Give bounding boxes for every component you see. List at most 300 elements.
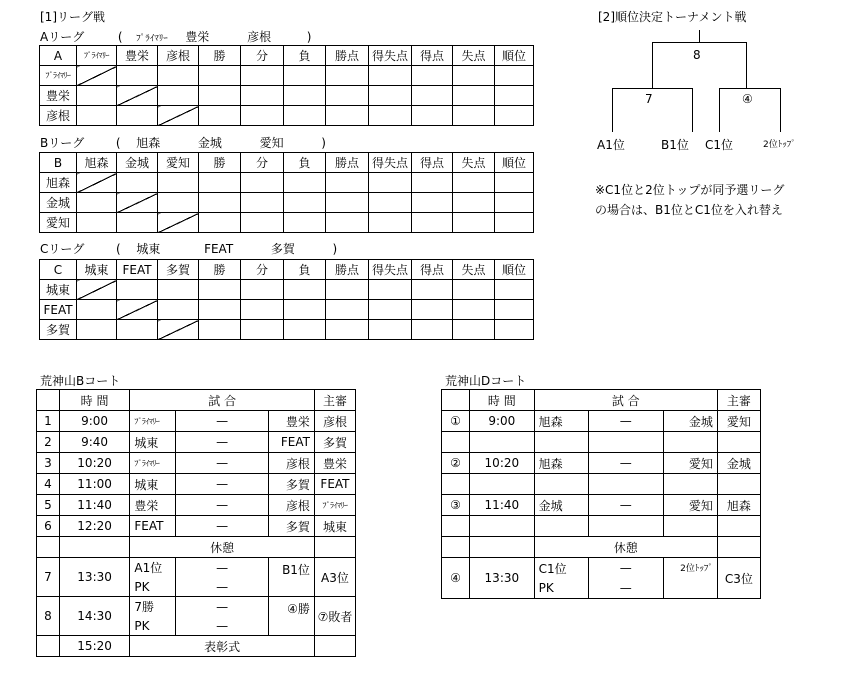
home-team: C1位 <box>538 561 567 576</box>
row-team-label: 豊栄 <box>40 86 77 106</box>
result-cell <box>412 213 453 233</box>
referee: C3位 <box>717 558 760 599</box>
slot-a1: A1位 <box>597 138 625 152</box>
row-team-label: FEAT <box>40 300 77 320</box>
table-row <box>442 432 761 453</box>
result-cell <box>326 213 369 233</box>
away-team: ④勝 <box>269 597 315 636</box>
result-cell <box>412 320 453 340</box>
column-header: 勝 <box>199 46 241 66</box>
column-header: B <box>40 153 77 173</box>
row-team-label: 愛知 <box>40 213 77 233</box>
result-cell <box>77 213 117 233</box>
column-header: 得失点 <box>369 46 412 66</box>
column-header: 失点 <box>453 153 495 173</box>
result-cell <box>158 193 199 213</box>
result-cell <box>117 320 158 340</box>
result-cell <box>495 280 534 300</box>
result-cell <box>199 193 241 213</box>
result-cell <box>241 86 284 106</box>
match-time: 9:40 <box>59 432 130 453</box>
table-row <box>40 280 534 300</box>
table-row <box>442 558 761 599</box>
column-header: C <box>40 260 77 280</box>
table-row <box>40 320 534 340</box>
league-c-member-2: FEAT <box>204 242 234 256</box>
table-header-row <box>40 153 534 173</box>
column-header: 分 <box>241 260 284 280</box>
result-cell <box>284 86 326 106</box>
result-cell <box>369 213 412 233</box>
result-cell <box>412 300 453 320</box>
league-b-label: Bリーグ <box>40 136 85 150</box>
column-header: 得点 <box>412 46 453 66</box>
right-match-number: ④ <box>742 92 753 106</box>
away-team: 2位ﾄｯﾌﾟ <box>663 558 717 599</box>
result-cell <box>495 86 534 106</box>
match-number: ④ <box>442 558 470 599</box>
away-team: 多賀 <box>269 516 315 537</box>
league-table <box>39 152 534 233</box>
league-b-member-3: 愛知 <box>259 136 284 150</box>
court-b-schedule-table <box>36 389 356 657</box>
vs-dash: — <box>175 411 268 432</box>
match-number: 2 <box>37 432 60 453</box>
table-row <box>37 432 356 453</box>
match-number: 5 <box>37 495 60 516</box>
match-number: 3 <box>37 453 60 474</box>
result-cell <box>453 213 495 233</box>
match-number: 1 <box>37 411 60 432</box>
vs-dash: — <box>175 516 268 537</box>
league-b-member-2: 金城 <box>197 136 222 150</box>
row-team-label: 多賀 <box>40 320 77 340</box>
away-team: B1位 <box>269 558 315 597</box>
home-team: ﾌﾟﾗｲﾏﾘｰ <box>130 453 176 474</box>
result-cell <box>495 300 534 320</box>
vs-dash: — <box>175 495 268 516</box>
result-cell <box>495 106 534 126</box>
match-time: 9:00 <box>470 411 535 432</box>
diagonal-cell <box>117 300 158 320</box>
league-table <box>39 45 534 126</box>
league-a-table <box>39 45 534 126</box>
column-header: 勝 <box>199 260 241 280</box>
match-time: 10:20 <box>470 453 535 474</box>
result-cell <box>495 193 534 213</box>
result-cell <box>199 86 241 106</box>
result-cell <box>412 66 453 86</box>
result-cell <box>453 300 495 320</box>
match-time: 13:30 <box>470 558 535 599</box>
result-cell <box>158 300 199 320</box>
slot-2nd-top: 2位ﾄｯﾌﾟ <box>763 140 796 150</box>
result-cell <box>495 213 534 233</box>
slot-c1: C1位 <box>705 138 734 152</box>
result-cell <box>199 213 241 233</box>
result-cell <box>453 106 495 126</box>
tournament-section-title: [2]順位決定トーナメント戦 <box>598 10 747 24</box>
column-header: 得点 <box>412 153 453 173</box>
match-time: 12:20 <box>59 516 130 537</box>
result-cell <box>369 106 412 126</box>
bracket-note <box>595 180 784 220</box>
vs-dash: — <box>588 453 663 474</box>
vs-dash: — <box>619 561 632 575</box>
column-header: 金城 <box>117 153 158 173</box>
note-line-2: の場合は、B1位とC1位を入れ替え <box>595 203 783 217</box>
match-number: 6 <box>37 516 60 537</box>
match-number: ③ <box>442 495 470 516</box>
row-team-label: 金城 <box>40 193 77 213</box>
league-a-label: Aリーグ <box>40 30 85 44</box>
diagonal-cell <box>117 193 158 213</box>
column-header: 失点 <box>453 260 495 280</box>
table-row <box>442 411 761 432</box>
diagonal-cell <box>158 106 199 126</box>
result-cell <box>199 300 241 320</box>
away-team: 金城 <box>663 411 717 432</box>
result-cell <box>284 106 326 126</box>
result-cell <box>369 86 412 106</box>
result-cell <box>117 106 158 126</box>
result-cell <box>284 173 326 193</box>
table-row <box>40 173 534 193</box>
result-cell <box>77 300 117 320</box>
away-team: 多賀 <box>269 474 315 495</box>
home-team: 城東 <box>130 474 176 495</box>
referee: A3位 <box>314 558 355 597</box>
table-row <box>442 495 761 516</box>
referee: 豊栄 <box>314 453 355 474</box>
referee: 愛知 <box>717 411 760 432</box>
column-header: 負 <box>284 260 326 280</box>
slot-b1: B1位 <box>661 138 689 152</box>
diagonal-cell <box>158 320 199 340</box>
table-header-row <box>40 46 534 66</box>
row-team-label: 城東 <box>40 280 77 300</box>
match-number: ② <box>442 453 470 474</box>
result-cell <box>369 320 412 340</box>
league-b-table <box>39 152 534 233</box>
ceremony-label: 表彰式 <box>130 636 315 657</box>
away-team: 愛知 <box>663 495 717 516</box>
result-cell <box>77 320 117 340</box>
header-match: 試 合 <box>130 390 315 411</box>
result-cell <box>369 193 412 213</box>
column-header: 城東 <box>77 260 117 280</box>
ceremony-time: 15:20 <box>59 636 130 657</box>
diagonal-cell <box>158 213 199 233</box>
result-cell <box>453 86 495 106</box>
column-header: 得点 <box>412 260 453 280</box>
column-header: 勝点 <box>326 46 369 66</box>
result-cell <box>284 66 326 86</box>
result-cell <box>412 86 453 106</box>
vs-dash: — <box>175 453 268 474</box>
final-match-number: 8 <box>693 48 701 62</box>
result-cell <box>241 193 284 213</box>
table-row <box>37 453 356 474</box>
league-a-member-1: ﾌﾟﾗｲﾏﾘｰ <box>136 34 168 44</box>
column-header: A <box>40 46 77 66</box>
league-table <box>39 259 534 340</box>
column-header: 負 <box>284 46 326 66</box>
match-time: 11:00 <box>59 474 130 495</box>
league-a-label-line <box>40 28 311 45</box>
column-header: 旭森 <box>77 153 117 173</box>
row-team-label: 旭森 <box>40 173 77 193</box>
league-c-label-line <box>40 240 337 257</box>
referee: 旭森 <box>717 495 760 516</box>
result-cell <box>199 320 241 340</box>
league-section-title: [1]リーグ戦 <box>40 10 105 24</box>
result-cell <box>241 173 284 193</box>
row-team-label: 彦根 <box>40 106 77 126</box>
column-header: ﾌﾟﾗｲﾏﾘｰ <box>77 46 117 66</box>
league-a-member-3: 彦根 <box>247 30 272 44</box>
result-cell <box>326 173 369 193</box>
paren-open: ( <box>117 30 123 44</box>
break-label: 休憩 <box>534 537 717 558</box>
result-cell <box>369 66 412 86</box>
result-cell <box>241 213 284 233</box>
table-row <box>37 558 356 597</box>
header-time: 時 間 <box>470 390 535 411</box>
result-cell <box>495 66 534 86</box>
result-cell <box>326 280 369 300</box>
result-cell <box>326 86 369 106</box>
away-team: 彦根 <box>269 453 315 474</box>
table-row <box>40 193 534 213</box>
column-header: 分 <box>241 153 284 173</box>
column-header: 勝点 <box>326 260 369 280</box>
result-cell <box>412 173 453 193</box>
column-header: 勝 <box>199 153 241 173</box>
header-referee: 主審 <box>314 390 355 411</box>
result-cell <box>284 213 326 233</box>
vs-dash: — <box>216 560 229 575</box>
referee: ﾌﾟﾗｲﾏﾘｰ <box>314 495 355 516</box>
diagonal-cell <box>117 86 158 106</box>
referee: 城東 <box>314 516 355 537</box>
result-cell <box>369 173 412 193</box>
result-cell <box>284 280 326 300</box>
result-cell <box>199 66 241 86</box>
left-match-number: 7 <box>645 92 653 106</box>
result-cell <box>369 300 412 320</box>
table-row <box>40 66 534 86</box>
league-c-member-3: 多賀 <box>270 242 295 256</box>
result-cell <box>453 320 495 340</box>
column-header: 多賀 <box>158 260 199 280</box>
result-cell <box>158 66 199 86</box>
row-team-label: ﾌﾟﾗｲﾏﾘｰ <box>40 66 77 86</box>
result-cell <box>158 86 199 106</box>
result-cell <box>199 173 241 193</box>
result-cell <box>117 213 158 233</box>
table-header-row <box>40 260 534 280</box>
paren-open: ( <box>115 136 121 150</box>
result-cell <box>453 193 495 213</box>
match-number: ① <box>442 411 470 432</box>
column-header: 負 <box>284 153 326 173</box>
match-time: 11:40 <box>59 495 130 516</box>
result-cell <box>77 193 117 213</box>
result-cell <box>117 173 158 193</box>
pk-label: PK <box>134 618 150 633</box>
paren-close: ) <box>306 30 312 44</box>
result-cell <box>369 280 412 300</box>
break-label: 休憩 <box>130 537 315 558</box>
result-cell <box>241 280 284 300</box>
table-row <box>37 636 356 657</box>
column-header: 順位 <box>495 153 534 173</box>
away-team: 愛知 <box>663 453 717 474</box>
column-header: FEAT <box>117 260 158 280</box>
result-cell <box>77 106 117 126</box>
league-c-table <box>39 259 534 340</box>
home-team: A1位 <box>134 561 163 575</box>
league-b-member-1: 旭森 <box>136 136 161 150</box>
result-cell <box>241 66 284 86</box>
away-team: 豊栄 <box>269 411 315 432</box>
table-row <box>37 411 356 432</box>
home-team: 金城 <box>534 495 588 516</box>
diagonal-cell <box>77 280 117 300</box>
result-cell <box>241 320 284 340</box>
table-row <box>40 86 534 106</box>
result-cell <box>495 320 534 340</box>
vs-dash: — <box>216 599 229 614</box>
result-cell <box>453 173 495 193</box>
vs-dash: — <box>175 432 268 453</box>
table-row <box>37 495 356 516</box>
table-row <box>442 474 761 495</box>
result-cell <box>326 320 369 340</box>
paren-open: ( <box>116 242 121 256</box>
column-header: 勝点 <box>326 153 369 173</box>
result-cell <box>453 66 495 86</box>
league-a-member-2: 豊栄 <box>185 30 210 44</box>
vs-dash: — <box>588 411 663 432</box>
away-team: FEAT <box>269 432 315 453</box>
result-cell <box>412 280 453 300</box>
match-number: 8 <box>37 597 60 636</box>
table-row <box>37 516 356 537</box>
result-cell <box>326 66 369 86</box>
result-cell <box>326 300 369 320</box>
home-team: 旭森 <box>534 411 588 432</box>
table-row <box>442 537 761 558</box>
pk-dash: — <box>216 618 229 633</box>
result-cell <box>241 106 284 126</box>
column-header: 得失点 <box>369 153 412 173</box>
referee: 彦根 <box>314 411 355 432</box>
column-header: 彦根 <box>158 46 199 66</box>
diagonal-cell <box>77 173 117 193</box>
match-time: 13:30 <box>59 558 130 597</box>
league-b-label-line <box>40 134 326 151</box>
table-header-row <box>442 390 761 411</box>
court-b-title: 荒神山Bコート <box>40 374 121 388</box>
table-row <box>37 474 356 495</box>
result-cell <box>412 106 453 126</box>
match-time: 11:40 <box>470 495 535 516</box>
column-header: 豊栄 <box>117 46 158 66</box>
away-team: 彦根 <box>269 495 315 516</box>
table-header-row <box>37 390 356 411</box>
result-cell <box>453 280 495 300</box>
diagonal-cell <box>77 66 117 86</box>
vs-dash: — <box>175 474 268 495</box>
pk-label: PK <box>538 581 554 595</box>
home-team: ﾌﾟﾗｲﾏﾘｰ <box>130 411 176 432</box>
home-team: FEAT <box>130 516 176 537</box>
home-team: 7勝 <box>134 600 155 614</box>
referee: 金城 <box>717 453 760 474</box>
table-row <box>37 537 356 558</box>
vs-dash: — <box>588 495 663 516</box>
header-match: 試 合 <box>534 390 717 411</box>
result-cell <box>199 106 241 126</box>
table-row <box>40 213 534 233</box>
table-row <box>442 516 761 537</box>
result-cell <box>117 66 158 86</box>
result-cell <box>241 300 284 320</box>
result-cell <box>326 106 369 126</box>
pk-dash: — <box>216 579 229 594</box>
result-cell <box>158 173 199 193</box>
home-team: 城東 <box>130 432 176 453</box>
column-header: 愛知 <box>158 153 199 173</box>
match-number: 4 <box>37 474 60 495</box>
referee: 多賀 <box>314 432 355 453</box>
pk-dash: — <box>619 581 632 595</box>
table-row <box>442 453 761 474</box>
column-header: 失点 <box>453 46 495 66</box>
column-header: 順位 <box>495 46 534 66</box>
paren-close: ) <box>321 136 326 150</box>
result-cell <box>77 86 117 106</box>
column-header: 順位 <box>495 260 534 280</box>
result-cell <box>199 280 241 300</box>
column-header: 分 <box>241 46 284 66</box>
result-cell <box>284 193 326 213</box>
league-c-label: Cリーグ <box>40 242 85 256</box>
result-cell <box>117 280 158 300</box>
header-time: 時 間 <box>59 390 130 411</box>
table-row <box>40 300 534 320</box>
referee: ⑦敗者 <box>314 597 355 636</box>
result-cell <box>158 280 199 300</box>
home-team: 豊栄 <box>130 495 176 516</box>
paren-close: ) <box>332 242 338 256</box>
header-referee: 主審 <box>717 390 760 411</box>
result-cell <box>412 193 453 213</box>
league-c-member-1: 城東 <box>136 242 161 256</box>
match-time: 10:20 <box>59 453 130 474</box>
result-cell <box>326 193 369 213</box>
court-d-title: 荒神山Dコート <box>445 374 527 388</box>
match-time: 9:00 <box>59 411 130 432</box>
match-time: 14:30 <box>59 597 130 636</box>
result-cell <box>284 300 326 320</box>
pk-label: PK <box>134 579 150 594</box>
court-d-schedule-table <box>441 389 761 599</box>
table-row <box>40 106 534 126</box>
match-number: 7 <box>37 558 60 597</box>
